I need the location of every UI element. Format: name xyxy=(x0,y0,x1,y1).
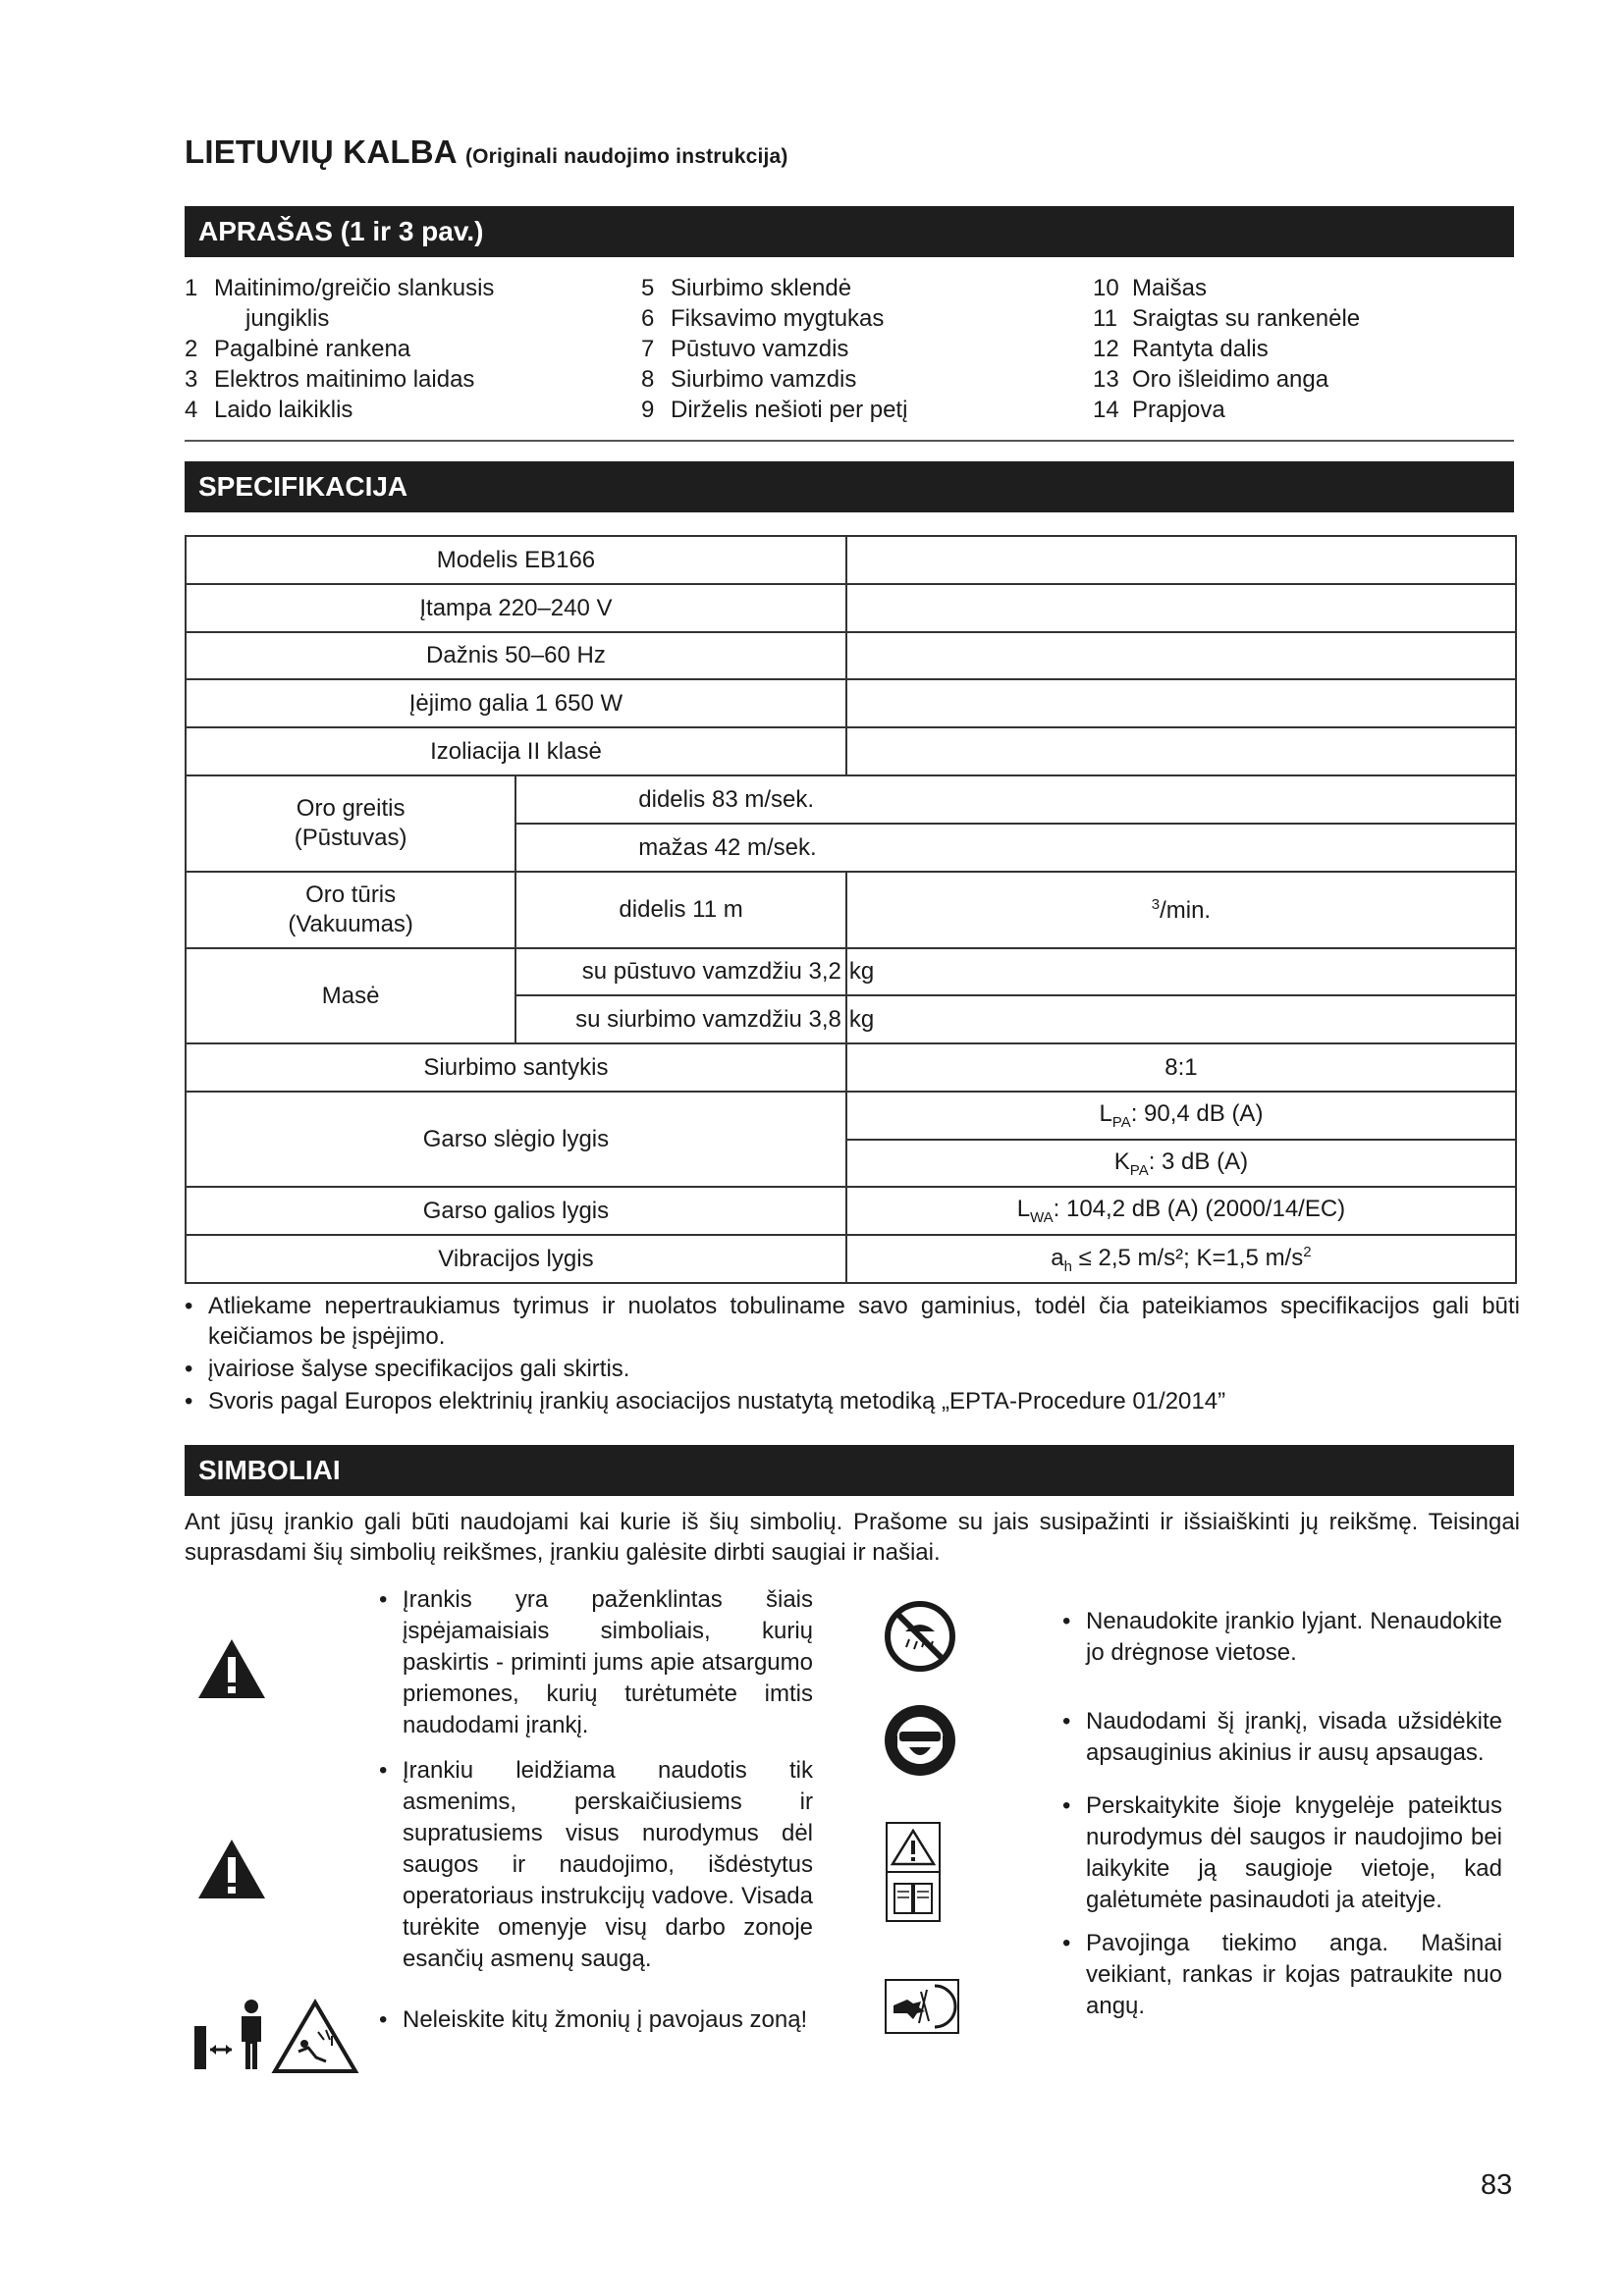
symbol-description: • Pavojinga tiekimo anga. Mašinai veikiant, rankas ir kojas patraukite nuo angų. xyxy=(1062,1930,1502,2019)
description-item xyxy=(185,364,494,395)
note-text: įvairiose šalyse specifikacijos gali skirtis. xyxy=(208,1356,630,1382)
sound-power-label: Garso galios lygis xyxy=(186,1187,846,1235)
table-row xyxy=(186,775,1516,824)
description-item-number: 11 xyxy=(1093,305,1117,332)
description-item-number: 3 xyxy=(185,366,198,393)
description-column-3 xyxy=(1093,273,1360,425)
description-item-number: 4 xyxy=(185,397,198,423)
description-item-label: Laido laikiklis xyxy=(214,397,353,423)
air-volume-sublabel: (Vakuumas) xyxy=(288,911,413,937)
kpa-value: : 3 dB (A) xyxy=(1148,1148,1249,1175)
description-item xyxy=(1093,273,1360,303)
air-volume-unit: /min. xyxy=(1160,896,1212,924)
description-item-label: Oro išleidimo anga xyxy=(1132,366,1329,393)
description-item-number: 5 xyxy=(641,275,655,301)
table-row xyxy=(186,584,1516,632)
air-speed-sublabel: (Pūstuvas) xyxy=(294,825,407,851)
symbols-heading: SIMBOLIAI xyxy=(185,1445,1514,1496)
symbol-description: • Perskaitykite šioje knygelėje pateiktus nurodymus dėl saugos ir naudojimo bei laikykite ją saugioje vietoje, kad galėtumėte pasinaudoti ja ateityje. xyxy=(1062,1792,1502,1913)
symbols-left-list xyxy=(379,1584,813,2036)
vibration-label: Vibracijos lygis xyxy=(186,1235,846,1283)
mass-vacuum-value: su siurbimo vamzdžiu 3,8 xyxy=(515,995,846,1043)
page-number: 83 xyxy=(1481,2169,1513,2201)
air-volume-label: Oro tūris xyxy=(305,881,397,908)
description-item-number: 8 xyxy=(641,366,655,393)
note-item: • Svoris pagal Europos elektrinių įrankių asociacijos nustatytą metodiką „EPTA-Procedure 01/2014” xyxy=(185,1388,1226,1415)
air-speed-high-cell xyxy=(515,775,1516,824)
keep-distance-icon xyxy=(192,1993,359,2075)
eye-ear-protection-icon xyxy=(884,1704,956,1777)
page-title xyxy=(185,133,788,171)
air-speed-high: didelis 83 m/sek. xyxy=(638,785,815,813)
description-item-number: 9 xyxy=(641,397,655,423)
mass-label: Masė xyxy=(186,948,515,1043)
table-row xyxy=(186,632,1516,679)
lpa-subscript: PA xyxy=(1111,1113,1131,1131)
voltage-cell: Įtampa 220–240 V xyxy=(186,584,846,632)
description-item xyxy=(1093,395,1360,425)
mass-blower-value: su pūstuvo vamzdžiu 3,2 xyxy=(515,948,846,995)
model-cell: Modelis EB166 xyxy=(186,536,846,584)
table-row xyxy=(186,1187,1516,1235)
lwa-cell xyxy=(846,1187,1516,1235)
mass-blower-unit: kg xyxy=(846,948,1516,995)
description-item xyxy=(641,364,907,395)
ah-superscript: 2 xyxy=(1303,1243,1312,1260)
section-divider xyxy=(185,440,1514,442)
description-item xyxy=(1093,364,1360,395)
description-item-number xyxy=(185,303,214,334)
suction-ratio-value: 8:1 xyxy=(846,1043,1516,1092)
description-item-label: Pūstuvo vamzdis xyxy=(671,336,849,362)
note-text: Atliekame nepertraukiamus tyrimus ir nuolatos tobuliname savo gaminius, todėl čia pateikiamos specifikacijos gali būti keičiamos be įspėjimo. xyxy=(208,1293,1520,1350)
description-item-label: Maišas xyxy=(1132,275,1208,301)
description-item-label: Siurbimo vamzdis xyxy=(671,366,857,393)
description-item xyxy=(185,273,494,303)
insulation-cell: Izoliacija II klasė xyxy=(186,727,846,775)
warning-triangle-icon xyxy=(196,1637,267,1700)
symbols-right-list xyxy=(1062,1606,1502,2022)
lwa-value: : 104,2 dB (A) (2000/14/EC) xyxy=(1053,1196,1346,1223)
description-item xyxy=(1093,303,1360,334)
air-volume-unit-cell xyxy=(846,872,1516,948)
symbol-description: • Įrankiu leidžiama naudotis tik asmenims, perskaičiusiems ir supratusiems visus nurodymus dėl saugos ir naudojimo, išdėstytus operatoriaus instrukcijų vadove. Visada turėkite omenyje visų darbo zonoje esančių asmenų saugą. xyxy=(379,1757,813,1972)
description-item xyxy=(185,395,494,425)
specification-heading: SPECIFIKACIJA xyxy=(185,461,1514,512)
symbol-description: • Nenaudokite įrankio lyjant. Nenaudokite jo drėgnose vietose. xyxy=(1062,1608,1502,1666)
specification-notes xyxy=(185,1291,1520,1418)
table-row xyxy=(186,1043,1516,1092)
air-volume-unit-superscript: 3 xyxy=(1151,895,1161,913)
suction-ratio-label: Siurbimo santykis xyxy=(186,1043,846,1092)
description-item-label: Pagalbinė rankena xyxy=(214,336,411,362)
description-item-label: jungiklis xyxy=(245,305,330,332)
language-title: LIETUVIŲ KALBA xyxy=(185,133,457,170)
description-item xyxy=(641,273,907,303)
air-speed-low-cell xyxy=(515,824,1516,872)
description-heading: APRAŠAS (1 ir 3 pav.) xyxy=(185,206,1514,257)
empty-cell xyxy=(846,727,1516,775)
vibration-cell xyxy=(846,1235,1516,1283)
symbol-description: • Neleiskite kitų žmonių į pavojaus zoną! xyxy=(379,2006,808,2033)
description-item-number: 6 xyxy=(641,305,655,332)
air-speed-low: mažas 42 m/sek. xyxy=(638,833,817,861)
description-item-label: Fiksavimo mygtukas xyxy=(671,305,885,332)
kpa-subscript: PA xyxy=(1129,1161,1149,1179)
symbols-intro: Ant jūsų įrankio gali būti naudojami kai kurie iš šių simbolių. Prašome su jais susipažinti ir išsiaiškinti jų reikšmę. Teisingai suprasdami šių simbolių reikšmes, įrankiu galėsite dirbti saugiai ir našiai. xyxy=(185,1509,1520,1566)
description-item-label: Rantyta dalis xyxy=(1132,336,1269,362)
lwa-prefix: L xyxy=(1016,1196,1031,1223)
note-text: Svoris pagal Europos elektrinių įrankių asociacijos nustatytą metodiką „EPTA-Procedure 01/2014” xyxy=(208,1388,1226,1415)
description-item-label: Maitinimo/greičio slankusis xyxy=(214,275,495,301)
air-volume-value: didelis 11 m xyxy=(515,872,846,948)
description-item xyxy=(641,334,907,364)
description-item xyxy=(1093,334,1360,364)
table-row xyxy=(186,872,1516,948)
description-column-2 xyxy=(641,273,907,425)
description-item xyxy=(185,334,494,364)
description-item-label: Sraigtas su rankenėle xyxy=(1132,305,1361,332)
empty-cell xyxy=(846,632,1516,679)
description-item-label: Siurbimo sklendė xyxy=(671,275,852,301)
dangerous-intake-icon xyxy=(884,1978,960,2035)
symbol-description: • Naudodami šį įrankį, visada užsidėkite apsauginius akinius ir ausų apsaugas. xyxy=(1062,1708,1502,1766)
table-row xyxy=(186,1235,1516,1283)
description-item-number: 12 xyxy=(1093,336,1119,362)
kpa-prefix: K xyxy=(1113,1148,1130,1175)
description-item-label: Elektros maitinimo laidas xyxy=(214,366,475,393)
lwa-subscript: WA xyxy=(1030,1208,1054,1226)
warning-triangle-icon xyxy=(196,1838,267,1900)
empty-cell xyxy=(846,584,1516,632)
lpa-value: : 90,4 dB (A) xyxy=(1130,1100,1264,1128)
no-rain-icon xyxy=(884,1600,956,1673)
description-item-label: Prapjova xyxy=(1132,397,1225,423)
ah-subscript: h xyxy=(1063,1257,1072,1275)
description-item-number: 14 xyxy=(1093,397,1119,423)
lpa-cell xyxy=(846,1092,1516,1140)
air-volume-label-cell xyxy=(186,872,515,948)
specification-table xyxy=(185,535,1517,1284)
description-column-1 xyxy=(185,273,494,425)
mass-vacuum-unit: kg xyxy=(846,995,1516,1043)
description-item-number: 7 xyxy=(641,336,655,362)
lpa-prefix: L xyxy=(1099,1100,1112,1128)
table-row xyxy=(186,727,1516,775)
empty-cell xyxy=(846,679,1516,727)
description-item xyxy=(641,395,907,425)
table-row xyxy=(186,536,1516,584)
kpa-cell xyxy=(846,1140,1516,1187)
description-item xyxy=(641,303,907,334)
description-item-number: 2 xyxy=(185,336,198,362)
frequency-cell: Dažnis 50–60 Hz xyxy=(186,632,846,679)
note-item: • įvairiose šalyse specifikacijos gali skirtis. xyxy=(185,1356,630,1382)
table-row xyxy=(186,1092,1516,1140)
language-subtitle: (Originali naudojimo instrukcija) xyxy=(464,145,788,168)
empty-cell xyxy=(846,536,1516,584)
air-speed-label-cell xyxy=(186,775,515,872)
power-cell: Įėjimo galia 1 650 W xyxy=(186,679,846,727)
sound-pressure-label: Garso slėgio lygis xyxy=(186,1092,846,1187)
read-manual-icon xyxy=(885,1821,942,1923)
description-item-number: 1 xyxy=(185,275,198,301)
description-item-number: 10 xyxy=(1093,275,1119,301)
ah-value: ≤ 2,5 m/s²; K=1,5 m/s xyxy=(1071,1244,1304,1271)
table-row xyxy=(186,679,1516,727)
note-item: • Atliekame nepertraukiamus tyrimus ir nuolatos tobuliname savo gaminius, todėl čia pateikiamos specifikacijos gali būti keičiamos be įspėjimo. xyxy=(185,1293,1520,1350)
description-item-label: Dirželis nešioti per petį xyxy=(671,397,908,423)
symbol-description: • Įrankis yra paženklintas šiais įspėjamaisiais simboliais, kurių paskirtis - priminti jums apie atsargumo priemones, kurių turėtumėte imtis naudodami įrankį. xyxy=(379,1586,813,1738)
air-speed-label: Oro greitis xyxy=(296,795,406,822)
description-item xyxy=(185,303,494,334)
ah-prefix: a xyxy=(1051,1244,1064,1271)
table-row xyxy=(186,948,1516,995)
description-item-number: 13 xyxy=(1093,366,1119,393)
